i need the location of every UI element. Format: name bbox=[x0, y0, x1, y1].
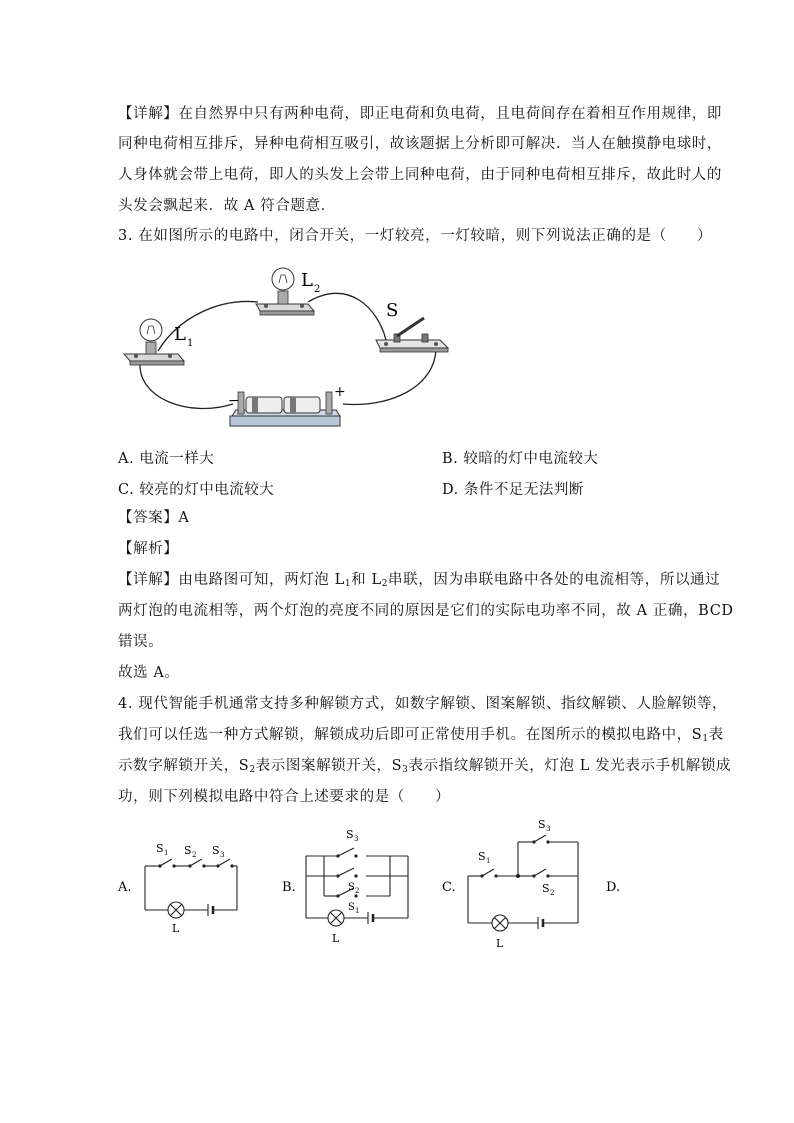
q3-option-a[interactable]: A. 电流一样大 bbox=[118, 451, 215, 467]
q3-detail-sub1: 1 bbox=[344, 579, 352, 589]
q3-detail-post: 串联，因为串联电路中各处的电流相等，所以通过 bbox=[388, 572, 721, 588]
svg-text:L: L bbox=[172, 922, 180, 935]
q3-option-b[interactable]: B. 较暗的灯中电流较大 bbox=[442, 451, 599, 467]
q3-detail-pre: 【详解】由电路图可知，两灯泡 L bbox=[118, 572, 345, 588]
battery-holder bbox=[230, 392, 340, 426]
svg-text:3: 3 bbox=[354, 835, 359, 843]
q4-line-1: 4. 现代智能手机通常支持多种解锁方式，如数字解锁、图案解锁、指纹解锁、人脸解锁等， bbox=[118, 696, 728, 712]
svg-text:3: 3 bbox=[546, 825, 551, 833]
svg-text:S: S bbox=[542, 882, 550, 895]
q4-line-3-mid: 表示图案解锁开关，S bbox=[255, 758, 403, 774]
wire-l1-battery bbox=[140, 363, 233, 409]
label-l2: L bbox=[301, 270, 313, 291]
q4-line-2-sub: 1 bbox=[702, 734, 709, 744]
circuit-a[interactable] bbox=[145, 859, 237, 916]
label-plus: + bbox=[334, 384, 346, 400]
q3-detail-line-3: 错误。 bbox=[118, 634, 164, 650]
q3-circuit-figure bbox=[118, 258, 458, 438]
q3-answer: 【答案】A bbox=[118, 510, 190, 526]
circuit-c-labels bbox=[478, 818, 554, 950]
q3-option-c[interactable]: C. 较亮的灯中电流较大 bbox=[118, 482, 275, 498]
q4-circuit-options bbox=[110, 818, 650, 958]
q4-option-c[interactable]: C. bbox=[442, 880, 456, 895]
q4-option-d[interactable]: D. bbox=[606, 880, 621, 895]
q4-line-2-post: 表 bbox=[708, 727, 724, 743]
svg-text:3: 3 bbox=[220, 851, 225, 859]
q4-line-3-sub2: 3 bbox=[402, 765, 409, 775]
q4-line-3-pre: 示数字解锁开关，S bbox=[118, 758, 250, 774]
label-l1: L bbox=[174, 324, 186, 345]
circuit-a-labels bbox=[156, 842, 224, 935]
q2-line-1: 【详解】在自然界中只有两种电荷，即正电荷和负电荷，且电荷间存在着相互作用规律，即 bbox=[118, 106, 722, 122]
circuit-a-dots bbox=[158, 864, 233, 867]
q3-detail-line-2: 两灯泡的电流相等，两个灯泡的亮度不同的原因是它们的实际电功率不同，故 A 正确，BCD bbox=[118, 603, 734, 619]
switch-s bbox=[376, 318, 448, 352]
svg-text:2: 2 bbox=[550, 889, 555, 897]
label-l2-sub: 2 bbox=[314, 284, 321, 295]
q4-line-2-text: 我们可以任选一种方式解锁，解锁成功后即可正常使用手机。在图所示的模拟电路中，S bbox=[118, 727, 703, 743]
q2-line-3: 人身体就会带上电荷，即人的头发上会带上同种电荷，由于同种电荷相互排斥，故此时人的 bbox=[118, 167, 722, 183]
lamp-icon bbox=[168, 902, 184, 918]
lamp-icon bbox=[328, 910, 344, 926]
q2-line-4: 头发会飘起来．故 A 符合题意． bbox=[118, 198, 336, 214]
label-minus: − bbox=[228, 393, 240, 409]
svg-text:S: S bbox=[346, 828, 354, 841]
label-l1-sub: 1 bbox=[187, 338, 194, 349]
q4-option-a[interactable]: A. bbox=[118, 880, 132, 895]
q3-choose: 故选 A。 bbox=[118, 665, 180, 681]
q3-analysis-heading: 【解析】 bbox=[118, 541, 179, 557]
q3-stem: 3. 在如图所示的电路中，闭合开关，一灯较亮，一灯较暗，则下列说法正确的是（ ） bbox=[118, 228, 713, 244]
q4-line-3-sub1: 2 bbox=[249, 765, 256, 775]
svg-text:2: 2 bbox=[192, 851, 197, 859]
svg-text:1: 1 bbox=[164, 849, 169, 857]
svg-text:1: 1 bbox=[486, 857, 491, 865]
svg-text:2: 2 bbox=[355, 887, 360, 895]
svg-text:S: S bbox=[348, 882, 355, 893]
svg-text:S: S bbox=[184, 844, 192, 857]
q3-detail-mid: 和 L bbox=[351, 572, 382, 588]
q4-option-b[interactable]: B. bbox=[282, 880, 296, 895]
svg-text:S: S bbox=[538, 818, 546, 831]
label-s: S bbox=[386, 300, 399, 321]
lamp-icon bbox=[492, 915, 508, 931]
q3-detail-line-1 bbox=[118, 570, 720, 594]
svg-text:L: L bbox=[496, 937, 504, 950]
q3-detail-sub2: 2 bbox=[381, 579, 389, 589]
svg-text:S: S bbox=[478, 850, 486, 863]
svg-text:S: S bbox=[212, 844, 220, 857]
svg-text:S: S bbox=[156, 842, 164, 855]
q4-line-3 bbox=[118, 756, 731, 780]
wire-switch-battery bbox=[343, 344, 436, 405]
q4-line-2 bbox=[118, 725, 724, 749]
q4-line-4: 功，则下列模拟电路中符合上述要求的是（ ） bbox=[118, 789, 451, 805]
svg-text:1: 1 bbox=[355, 907, 360, 915]
svg-text:L: L bbox=[332, 932, 340, 945]
q4-line-3-post: 表示指纹解锁开关，灯泡 L 发光表示手机解锁成 bbox=[408, 758, 732, 774]
wire-l2-switch bbox=[308, 293, 386, 340]
svg-text:S: S bbox=[348, 902, 355, 913]
wire-l1-l2 bbox=[158, 301, 258, 351]
q2-line-2: 同种电荷相互排斥，异种电荷相互吸引，故该题据上分析即可解决．当人在触摸静电球时， bbox=[118, 136, 722, 152]
circuit-b-labels bbox=[332, 828, 359, 945]
q3-option-d[interactable]: D. 条件不足无法判断 bbox=[442, 482, 584, 498]
